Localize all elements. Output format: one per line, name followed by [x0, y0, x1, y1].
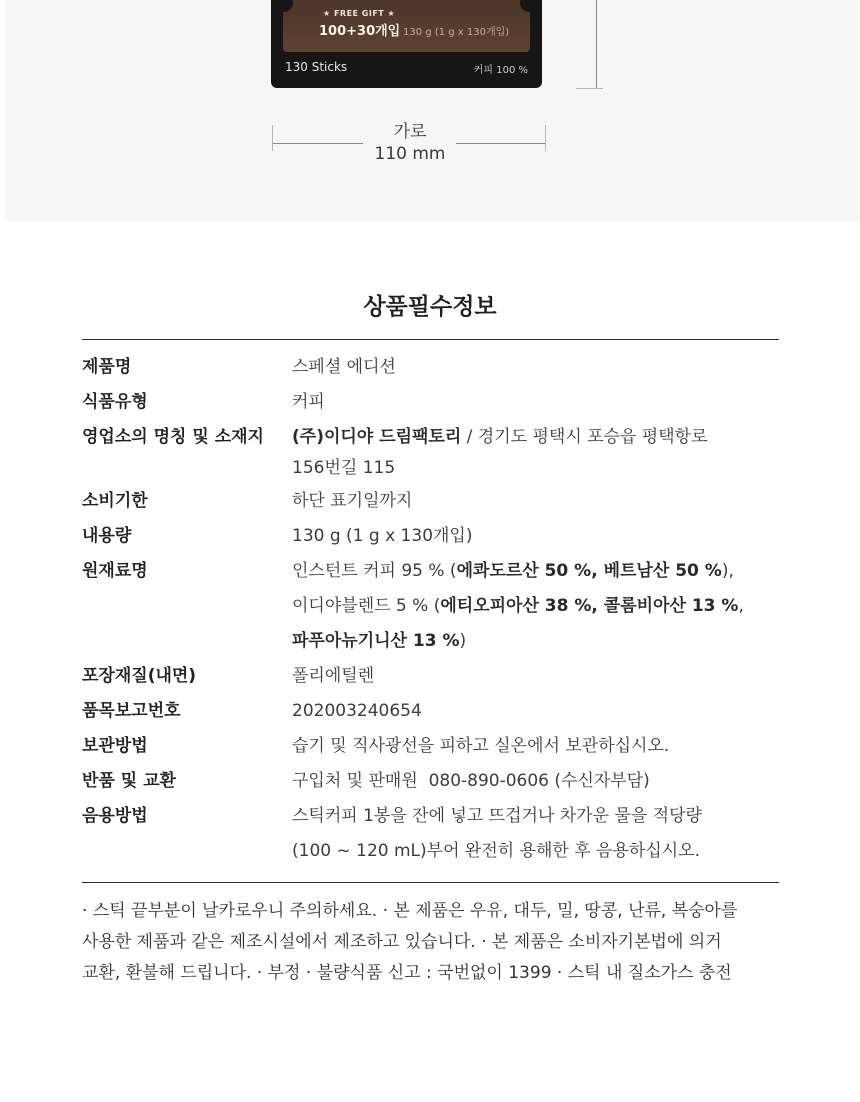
- product-package-image: [271, 0, 542, 88]
- table-row: [82, 764, 779, 799]
- usage-line: (100 ~ 120 mL)부어 완전히 용해한 후 음용하십시오.: [292, 841, 700, 861]
- row-value: 구입처 및 판매원 080-890-0606 (수신자부담): [292, 771, 650, 791]
- row-label: 보관방법: [82, 736, 148, 756]
- dimension-value: 110 mm: [374, 144, 446, 164]
- company-address: / 경기도 평택시 포승읍 평택항로: [461, 427, 708, 447]
- row-label: 내용량: [82, 526, 132, 546]
- row-value: 130 g (1 g x 130개입): [292, 526, 473, 546]
- row-value: [292, 799, 779, 869]
- row-label: 소비기한: [82, 491, 148, 511]
- dimension-label: 가로: [393, 122, 427, 142]
- row-label: 식품유형: [82, 392, 148, 412]
- section-title: 상품필수정보: [363, 294, 497, 320]
- package-notch-right: [520, 0, 538, 12]
- width-dimension-label: [360, 121, 460, 165]
- ingredient-text: ),: [721, 561, 734, 581]
- row-label: 반품 및 교환: [82, 771, 176, 791]
- package-label-area: [283, 0, 530, 52]
- row-value: 스페셜 에디션: [292, 357, 396, 377]
- package-sticks: 130 Sticks: [285, 60, 348, 74]
- product-info-table: [82, 350, 779, 869]
- package-coffee-percent: 커피 100 %: [473, 65, 528, 76]
- row-value: 커피: [292, 392, 325, 412]
- ingredient-origin: 에티오피아산 38 %, 콜롬비아산 13 %: [440, 596, 739, 616]
- row-label: 품목보고번호: [82, 701, 181, 721]
- width-dimension-line-right: [456, 143, 546, 144]
- row-label: 포장재질(내면): [82, 666, 197, 686]
- row-label: 음용방법: [82, 806, 148, 826]
- height-dimension-tick: [576, 88, 603, 89]
- package-weight: 130 g (1 g x 130개입): [403, 27, 510, 38]
- width-dimension-tick-left: [272, 125, 273, 151]
- table-row: [82, 729, 779, 764]
- row-value: 습기 및 직사광선을 피하고 실온에서 보관하십시오.: [292, 736, 670, 756]
- table-row: [82, 694, 779, 729]
- row-label: 원재료명: [82, 561, 148, 581]
- ingredient-text: ,: [738, 596, 744, 616]
- notice-line: 사용한 제품과 같은 제조시설에서 제조하고 있습니다. · 본 제품은 소비자기본법에 의거: [82, 932, 722, 952]
- table-row: [82, 350, 779, 385]
- notice-line: 교환, 환불해 드립니다. · 부정 · 불량식품 신고 : 국번없이 1399 · 스틱 내 질소가스 충전: [82, 963, 732, 983]
- height-dimension-line: [596, 0, 597, 88]
- table-row: [82, 799, 779, 869]
- notice-text: [82, 896, 779, 989]
- company-address-cont: 156번길 115: [292, 458, 396, 478]
- table-top-rule: [82, 339, 779, 340]
- table-row: [82, 385, 779, 420]
- row-label: 제품명: [82, 357, 132, 377]
- table-row: [82, 554, 779, 659]
- row-value: [292, 554, 779, 659]
- table-row: [82, 484, 779, 519]
- table-row: [82, 420, 779, 484]
- ingredient-text: 이디야블렌드 5 % (: [292, 596, 441, 616]
- row-value: [292, 420, 779, 484]
- ingredient-origin: 파푸아뉴기니산 13 %: [292, 631, 460, 651]
- width-dimension-line-left: [273, 143, 363, 144]
- row-value: 폴리에틸렌: [292, 666, 375, 686]
- package-count: 100+30개입: [319, 24, 401, 39]
- company-name: (주)이디야 드림팩토리: [292, 427, 462, 447]
- row-value: 202003240654: [292, 701, 422, 721]
- table-row: [82, 659, 779, 694]
- ingredient-text: 인스턴트 커피 95 % (: [292, 561, 457, 581]
- table-bottom-rule: [82, 882, 779, 883]
- table-row: [82, 519, 779, 554]
- ingredient-origin: 에콰도르산 50 %, 베트남산 50 %: [456, 561, 722, 581]
- row-label: 영업소의 명칭 및 소재지: [82, 427, 264, 447]
- ingredient-text: ): [459, 631, 467, 651]
- width-dimension-tick-right: [545, 125, 546, 151]
- row-value: 하단 표기일까지: [292, 491, 413, 511]
- usage-line: 스틱커피 1봉을 잔에 넣고 뜨겁거나 차가운 물을 적당량: [292, 806, 702, 826]
- notice-line: · 스틱 끝부분이 날카로우니 주의하세요. · 본 제품은 우유, 대두, 밀, 땅콩, 난류, 복숭아를: [82, 901, 738, 921]
- free-gift-text: ★ FREE GIFT ★: [323, 9, 396, 18]
